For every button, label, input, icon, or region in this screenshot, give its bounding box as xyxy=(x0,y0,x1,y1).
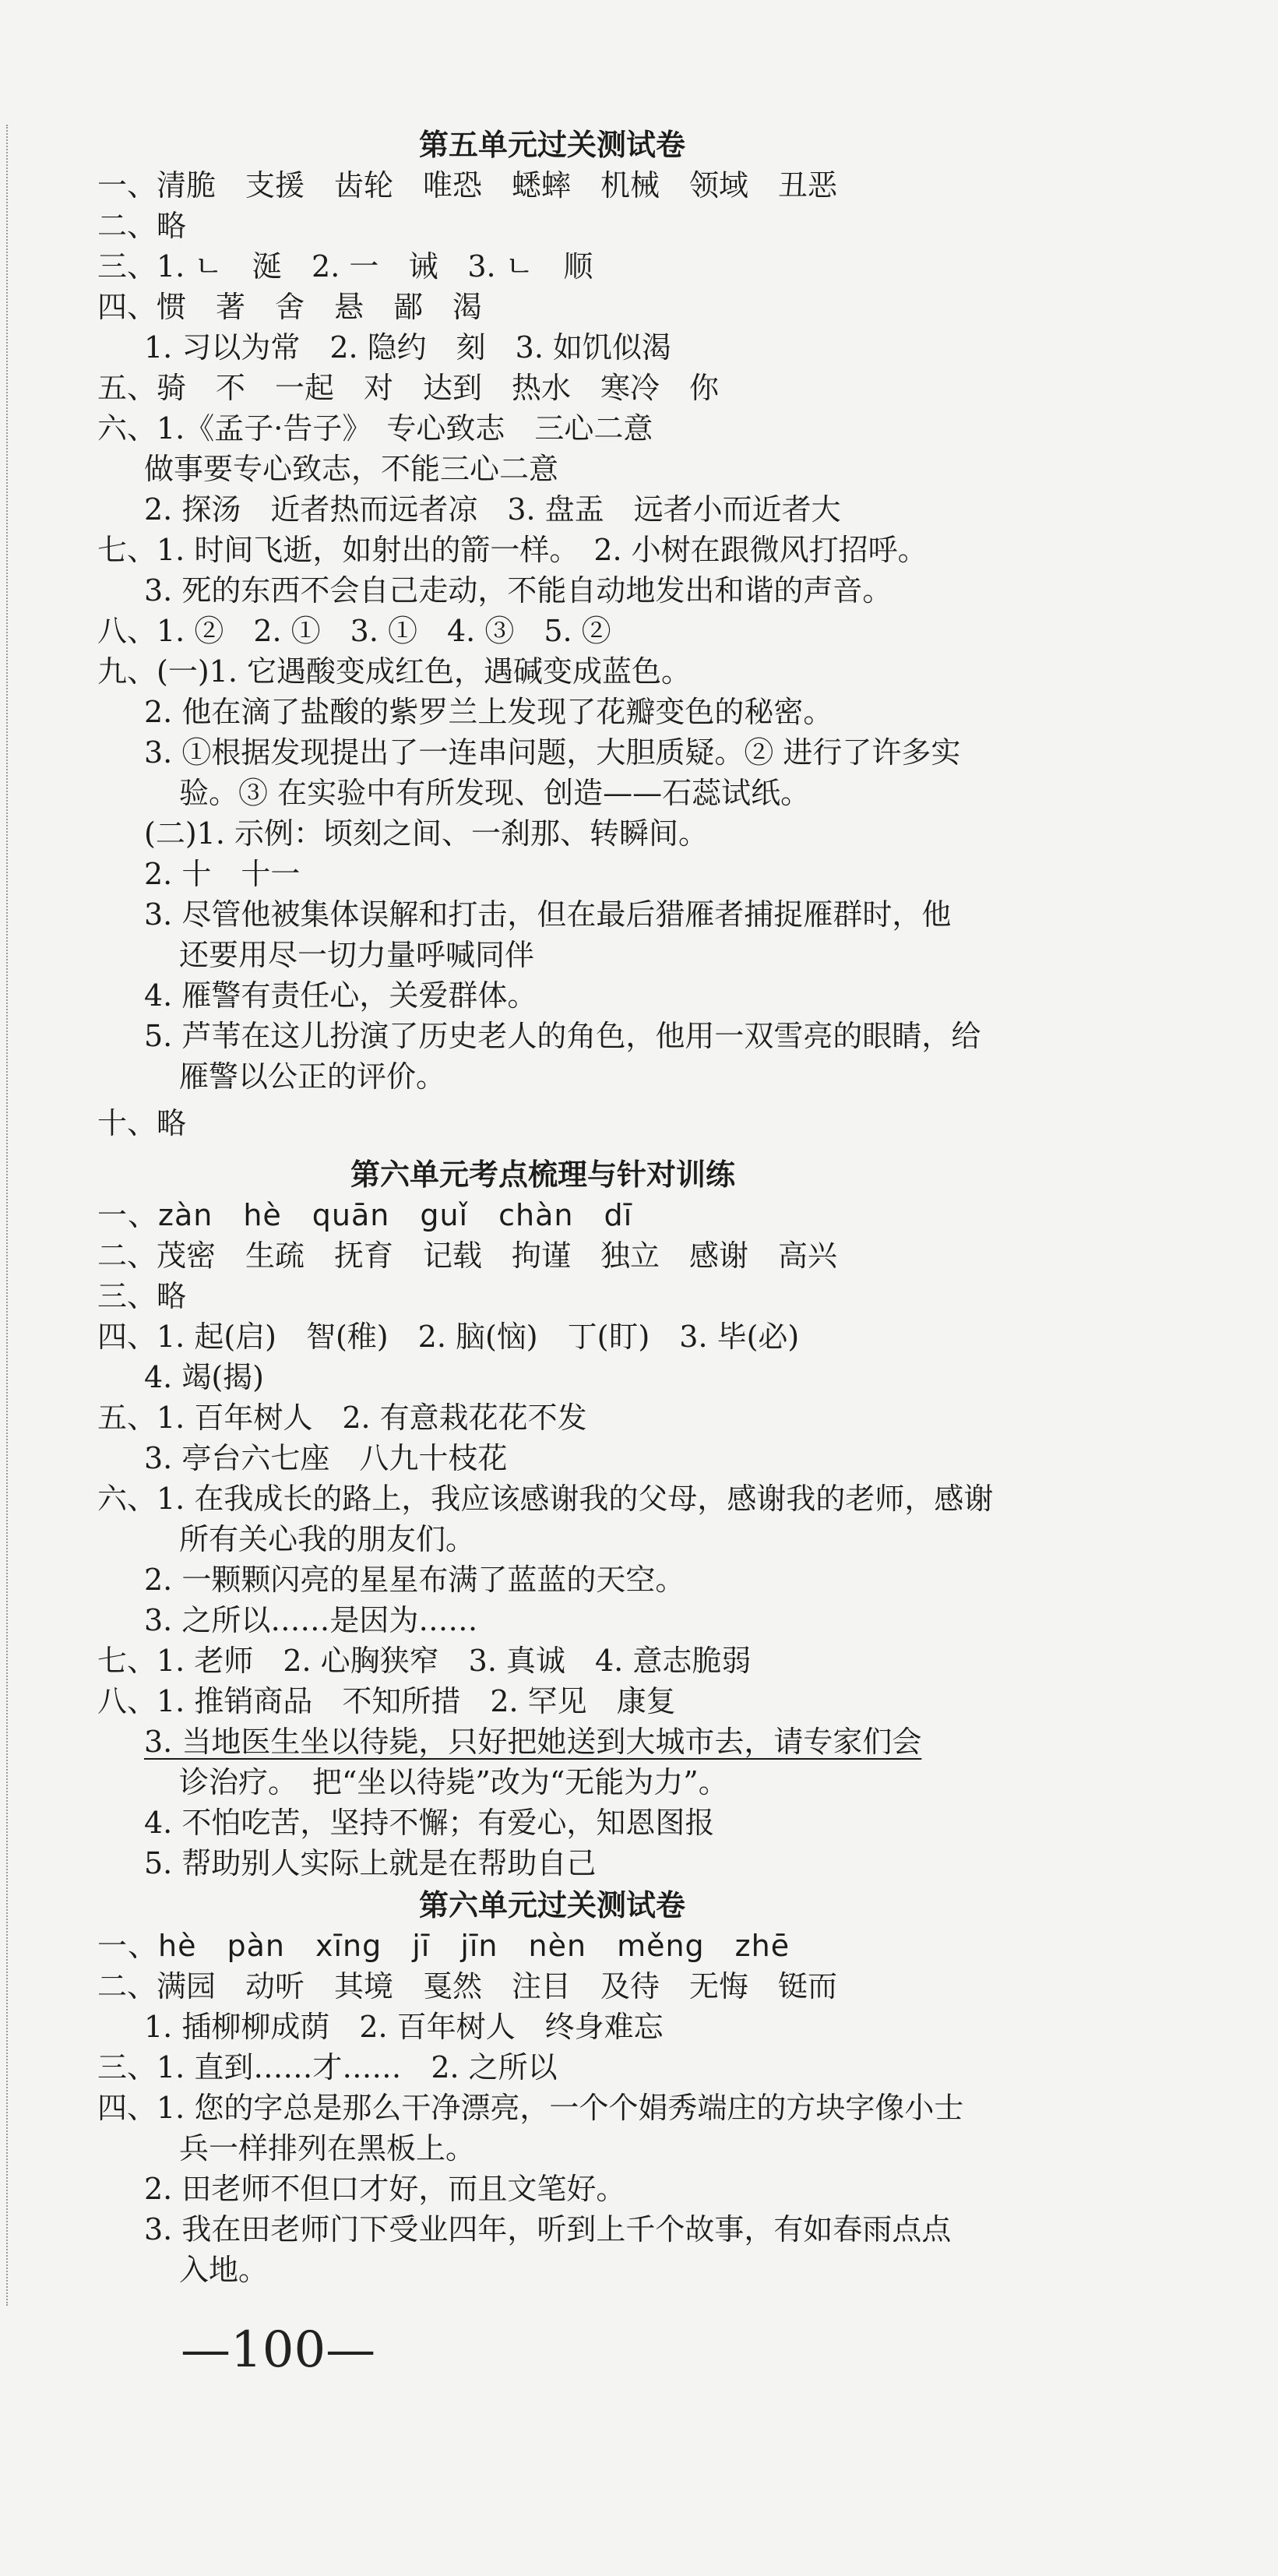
unit6-review-line-3: 三、略 xyxy=(97,1279,187,1313)
unit6-test-line-2: 二、满园 动听 其境 戛然 注目 及待 无悔 铤而 xyxy=(97,1969,838,2003)
unit5-line-8: 做事要专心致志，不能三心二意 xyxy=(144,452,559,486)
unit6-test-line-7: 2. 田老师不但口才好，而且文笔好。 xyxy=(144,2172,626,2206)
unit5-line-1: 一、清脆 支援 齿轮 唯恐 蟋蟀 机械 领域 丑恶 xyxy=(97,168,838,203)
unit6-review-line-5: 4. 竭(揭) xyxy=(144,1360,264,1394)
unit5-line-6: 五、骑 不 一起 对 达到 热水 寒冷 你 xyxy=(97,371,720,405)
unit5-test-title: 第五单元过关测试卷 xyxy=(419,128,686,162)
unit6-test-line-3: 1. 插柳柳成荫 2. 百年树人 终身难忘 xyxy=(144,2010,664,2044)
unit6-review-line-16: 4. 不怕吃苦，坚持不懈；有爱心，知恩图报 xyxy=(144,1806,715,1840)
unit6-review-line-12: 七、1. 老师 2. 心胸狭窄 3. 真诚 4. 意志脆弱 xyxy=(97,1644,752,1678)
unit5-line-14: 2. 他在滴了盐酸的紫罗兰上发现了花瓣变色的秘密。 xyxy=(144,695,833,729)
unit5-line-4: 四、惯 著 舍 悬 鄙 渴 xyxy=(97,290,483,324)
unit5-line-17: (二)1. 示例：顷刻之间、一刹那、转瞬间。 xyxy=(144,816,708,851)
unit5-line-10: 七、1. 时间飞逝，如射出的箭一样。 2. 小树在跟微风打招呼。 xyxy=(97,533,928,567)
unit5-line-5: 1. 习以为常 2. 隐约 刻 3. 如饥似渴 xyxy=(144,330,672,365)
unit6-test-line-8: 3. 我在田老师门下受业四年，听到上千个故事，有如春雨点点 xyxy=(144,2212,952,2247)
unit5-line-7: 六、1.《孟子·告子》 专心致志 三心二意 xyxy=(97,411,653,446)
unit6-review-line-13: 八、1. 推销商品 不知所措 2. 罕见 康复 xyxy=(97,1684,676,1718)
unit6-review-line-6: 五、1. 百年树人 2. 有意栽花花不发 xyxy=(97,1401,587,1435)
unit5-line-13: 九、(一)1. 它遇酸变成红色，遇碱变成蓝色。 xyxy=(97,654,691,689)
unit6-review-line-11: 3. 之所以……是因为…… xyxy=(144,1603,478,1637)
unit5-line-21: 4. 雁警有责任心，关爱群体。 xyxy=(144,978,537,1013)
unit5-line-3: 三、1. ㄴ 涎 2. 一 诫 3. ㄴ 顺 xyxy=(97,249,593,284)
unit5-line-22: 5. 芦苇在这儿扮演了历史老人的角色，他用一双雪亮的眼睛，给 xyxy=(144,1019,981,1053)
unit6-review-line-15: 诊治疗。 把“坐以待毙”改为“无能为力”。 xyxy=(179,1765,728,1799)
unit6-test-line-5: 四、1. 您的字总是那么干净漂亮，一个个娟秀端庄的方块字像小士 xyxy=(97,2091,964,2125)
unit6-review-line-17: 5. 帮助别人实际上就是在帮助自己 xyxy=(144,1846,597,1880)
unit6-review-line-7: 3. 亭台六七座 八九十枝花 xyxy=(144,1441,508,1475)
unit6-review-line-4: 四、1. 起(启) 智(稚) 2. 脑(恼) 丁(盯) 3. 毕(必) xyxy=(97,1320,800,1354)
unit5-line-23: 雁警以公正的评价。 xyxy=(179,1059,446,1094)
unit6-review-line-10: 2. 一颗颗闪亮的星星布满了蓝蓝的天空。 xyxy=(144,1563,685,1597)
unit6-test-line-1: 一、hè pàn xīng jī jīn nèn měng zhē xyxy=(97,1929,790,1963)
unit6-review-line-9: 所有关心我的朋友们。 xyxy=(179,1522,476,1556)
page-margin-dotted-line xyxy=(6,125,8,2306)
unit6-review-line-14: 3. 当地医生坐以待毙，只好把她送到大城市去，请专家们会 xyxy=(144,1725,922,1759)
unit5-line-11: 3. 死的东西不会自己走动，不能自动地发出和谐的声音。 xyxy=(144,573,892,608)
unit5-line-16: 验。③ 在实验中有所发现、创造——石蕊试纸。 xyxy=(179,776,811,810)
unit6-test-line-6: 兵一样排列在黑板上。 xyxy=(179,2131,476,2165)
page-number: —100— xyxy=(181,2321,376,2379)
unit5-line-9: 2. 探汤 近者热而远者凉 3. 盘盂 远者小而近者大 xyxy=(144,492,841,527)
unit6-review-line-2: 二、茂密 生疏 抚育 记载 拘谨 独立 感谢 高兴 xyxy=(97,1239,838,1273)
unit5-line-18: 2. 十 十一 xyxy=(144,857,301,891)
unit6-review-line-8: 六、1. 在我成长的路上，我应该感谢我的父母，感谢我的老师，感谢 xyxy=(97,1482,994,1516)
unit6-review-title: 第六单元考点梳理与针对训练 xyxy=(350,1158,736,1192)
unit5-line-15: 3. ①根据发现提出了一连串问题，大胆质疑。② 进行了许多实 xyxy=(144,735,961,770)
unit5-line-24: 十、略 xyxy=(97,1106,187,1140)
unit5-line-12: 八、1. ② 2. ① 3. ① 4. ③ 5. ② xyxy=(97,614,611,648)
unit5-line-19: 3. 尽管他被集体误解和打击，但在最后猎雁者捕捉雁群时，他 xyxy=(144,897,952,932)
unit5-line-20: 还要用尽一切力量呼喊同伴 xyxy=(179,938,535,972)
unit6-test-line-4: 三、1. 直到……才…… 2. 之所以 xyxy=(97,2050,558,2084)
unit6-review-line-1: 一、zàn hè quān guǐ chàn dī xyxy=(97,1198,633,1232)
unit6-test-line-9: 入地。 xyxy=(179,2253,269,2287)
unit6-test-title: 第六单元过关测试卷 xyxy=(419,1888,686,1922)
unit5-line-2: 二、略 xyxy=(97,209,187,243)
